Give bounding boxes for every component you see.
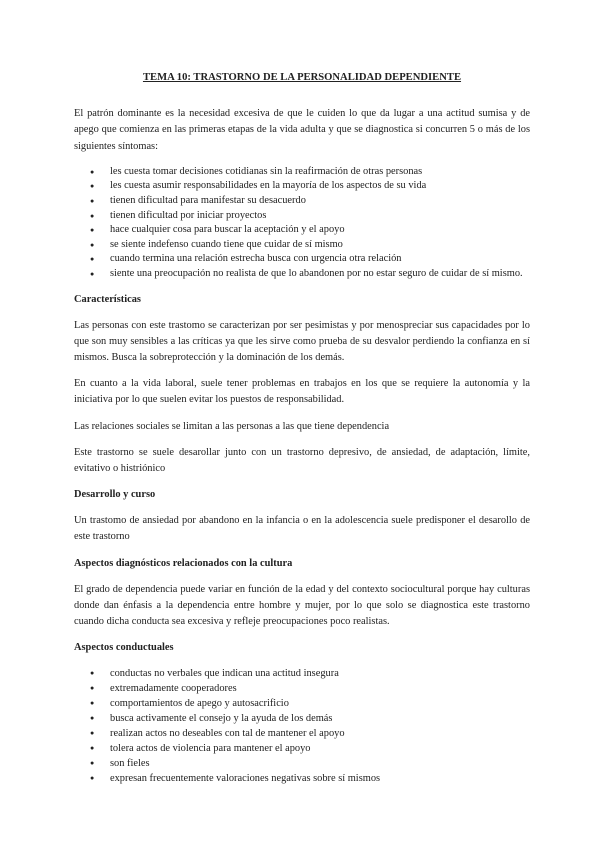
paragraph: En cuanto a la vida laboral, suele tener problemas en trabajos en los que se requiere la autonomía y la iniciativa por lo que suelen evitar los puestos de responsabilidad. (74, 378, 530, 406)
paragraph: El grado de dependencia puede variar en función de la edad y del contexto sociocultural porque hay culturas donde dan énfasis a la dependencia entre hombre y mujer, por lo que solo se diagnostica este trastorno cuando dicha conducta sea excesiva y refleje preocupaciones poco realistas. (74, 583, 530, 627)
section-heading-characteristics: Características (74, 293, 141, 305)
section-heading-development: Desarrollo y curso (74, 489, 156, 501)
paragraph: Las relaciones sociales se limitan a las personas a las que tiene dependencia (74, 420, 390, 432)
page-title: TEMA 10: TRASTORNO DE LA PERSONALIDAD DEPENDIENTE (142, 72, 462, 83)
list-item: ● expresan frecuentemente valoraciones negativas sobre sí mismos (110, 771, 530, 786)
intro-paragraph: El patrón dominante es la necesidad excesiva de que le cuiden lo que da lugar a una actitud sumisa y de apego que comienza en las primeras etapas de la vida adulta y que se diagnostica si concurren 5 o más de los siguientes síntomas: (74, 108, 530, 152)
section-heading-culture: Aspectos diagnósticos relacionados con la cultura (74, 557, 293, 569)
list-item: ● les cuesta asumir responsabilidades en la mayoría de los aspectos de su vida (110, 179, 530, 194)
list-item: ● tienen dificultad por iniciar proyectos (110, 209, 530, 224)
paragraph: Este trastorno se suele desarollar junto con un trastorno depresivo, de ansiedad, de adaptación, límite, evitativo o histriónico (74, 446, 530, 474)
list-item: ● busca activamente el consejo y la ayuda de los demás (110, 711, 530, 726)
list-item: ● extremadamente cooperadores (110, 681, 530, 696)
list-item: ● tienen dificultad para manifestar su desacuerdo (110, 194, 530, 209)
list-item: ● realizan actos no deseables con tal de mantener el apoyo (110, 726, 530, 741)
paragraph: Las personas con este trastomo se caracterizan por ser pesimistas y por menospreciar sus capacidades por lo que son muy sensibles a las críticas ya que les sirve como prueba de su desvalor perdiendo la confianza en sí mismos. Busca la sobreprotección y la dominación de los demás. (74, 319, 530, 363)
section-heading-behavioral: Aspectos conductuales (74, 642, 174, 654)
paragraph: Un trastomo de ansiedad por abandono en la infancia o en la adolescencia suele predisponer el desarollo de este trastorno (74, 515, 530, 543)
list-item: ● siente una preocupación no realista de que lo abandonen por no estar seguro de cuidar de sí mismo. (110, 267, 530, 282)
list-item: ● tolera actos de violencia para mantener el apoyo (110, 741, 530, 756)
list-item: ● son fieles (110, 756, 530, 771)
list-item: ● se siente indefenso cuando tiene que cuidar de sí mismo (110, 238, 530, 253)
list-item: ● les cuesta tomar decisiones cotidianas sin la reafirmación de otras personas (110, 165, 530, 180)
list-item: ● hace cualquier cosa para buscar la aceptación y el apoyo (110, 223, 530, 238)
list-item: ● conductas no verbales que indican una actitud insegura (110, 666, 530, 681)
list-item: ● cuando termina una relación estrecha busca con urgencia otra relación (110, 252, 530, 267)
symptoms-list (74, 165, 530, 282)
behavioral-list (74, 666, 530, 786)
list-item: ● comportamientos de apego y autosacrificio (110, 696, 530, 711)
